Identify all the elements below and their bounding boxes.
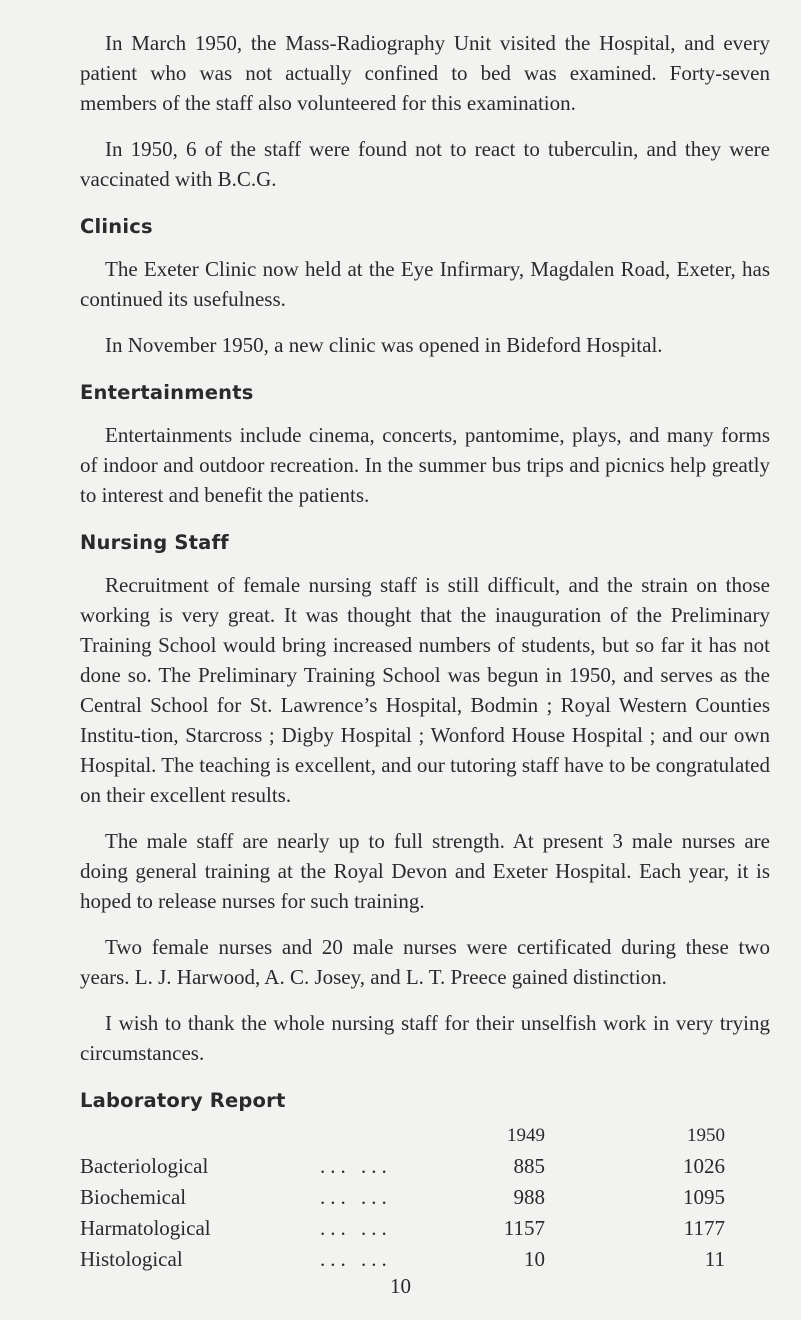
column-header-1950: 1950 xyxy=(687,1125,725,1146)
row-label: Biochemical xyxy=(80,1185,187,1209)
page-number: 10 xyxy=(390,1274,411,1298)
paragraph-mass-radiography: In March 1950, the Mass-Radiography Unit visited the Hospital, and every patient who was not actually confined to bed was examined. Forty-seven members of the staff also volunteered for this examination. xyxy=(80,31,770,115)
laboratory-header-row xyxy=(80,1120,725,1151)
value-1949: 1157 xyxy=(503,1216,545,1240)
leader-dots: ... ... xyxy=(320,1247,392,1271)
value-1950: 1026 xyxy=(683,1154,725,1178)
paragraph-exeter-clinic: The Exeter Clinic now held at the Eye Infirmary, Magdalen Road, Exeter, has continued its usefulness. xyxy=(80,257,770,311)
table-row xyxy=(80,1213,725,1244)
heading-nursing-staff: Nursing Staff xyxy=(80,531,229,554)
paragraph-male-staff: The male staff are nearly up to full strength. At present 3 male nurses are doing general training at the Royal Devon and Exeter Hospital. Each year, it is hoped to release nurses for such training. xyxy=(80,829,770,913)
row-label: Histological xyxy=(80,1247,183,1271)
column-header-1949: 1949 xyxy=(507,1125,545,1146)
table-row xyxy=(80,1151,725,1182)
value-1949: 988 xyxy=(513,1185,545,1209)
row-label: Harmatological xyxy=(80,1216,211,1240)
heading-clinics: Clinics xyxy=(80,215,153,238)
value-1949: 885 xyxy=(513,1154,545,1178)
leader-dots: ... ... xyxy=(320,1185,392,1209)
value-1950: 1177 xyxy=(683,1216,725,1240)
paragraph-entertainments: Entertainments include cinema, concerts, pantomime, plays, and many forms of indoor and outdoor recreation. In the summer bus trips and picnics help greatly to interest and benefit the patients. xyxy=(80,423,770,507)
value-1949: 10 xyxy=(524,1247,545,1271)
document-page xyxy=(80,28,770,1275)
value-1950: 1095 xyxy=(683,1185,725,1209)
leader-dots: ... ... xyxy=(320,1216,392,1240)
laboratory-table xyxy=(80,1120,725,1275)
heading-entertainments: Entertainments xyxy=(80,381,254,404)
paragraph-tuberculin: In 1950, 6 of the staff were found not to react to tuberculin, and they were vaccinated with B.C.G. xyxy=(80,137,770,191)
paragraph-thanks: I wish to thank the whole nursing staff for their unselfish work in very trying circumstances. xyxy=(80,1011,770,1065)
table-row xyxy=(80,1182,725,1213)
leader-dots: ... ... xyxy=(320,1154,392,1178)
paragraph-recruitment: Recruitment of female nursing staff is still difficult, and the strain on those working is very great. It was thought that the inauguration of the Preliminary Training School would bring increased numbers of students, but so far it has not done so. The Preliminary Training School was begun in 1950, and serves as the Central School for St. Lawrence’s Hospital, Bodmin ; Royal Western Counties Institu-tion, Starcross ; Digby Hospital ; Wonford House Hospital ; and our own Hospital. The teaching is excellent, and our tutoring staff have to be congratulated on their excellent results. xyxy=(80,573,770,807)
value-1950: 11 xyxy=(704,1247,725,1271)
table-row xyxy=(80,1244,725,1275)
heading-laboratory-report: Laboratory Report xyxy=(80,1089,286,1112)
paragraph-bideford-clinic: In November 1950, a new clinic was opened in Bideford Hospital. xyxy=(105,333,663,357)
row-label: Bacteriological xyxy=(80,1154,209,1178)
paragraph-certificated: Two female nurses and 20 male nurses were certificated during these two years. L. J. Harwood, A. C. Josey, and L. T. Preece gained distinction. xyxy=(80,935,770,989)
